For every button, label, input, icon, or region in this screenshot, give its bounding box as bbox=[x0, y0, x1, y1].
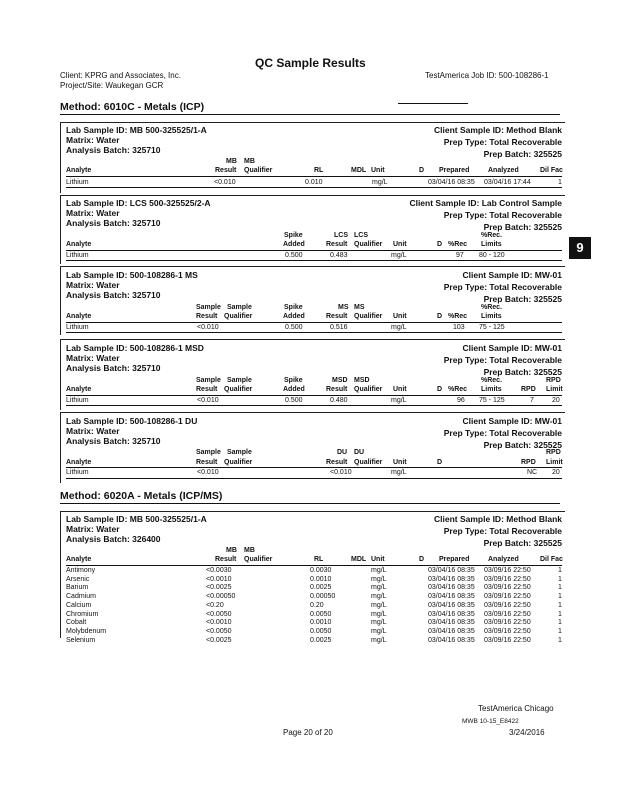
rl: 0.0050 bbox=[310, 628, 332, 635]
col-hdr: MB bbox=[244, 158, 255, 165]
analyzed: 03/09/16 22:50 bbox=[484, 628, 531, 635]
dil-fac: 1 bbox=[558, 576, 562, 583]
prepared: 03/04/16 08:35 bbox=[428, 602, 475, 609]
prep-batch: Prep Batch: 325525 bbox=[483, 538, 562, 548]
row-rule bbox=[66, 395, 562, 396]
prep-batch: Prep Batch: 325525 bbox=[483, 367, 562, 377]
col-hdr: Sample bbox=[227, 304, 252, 311]
col-hdr: MB bbox=[244, 547, 255, 554]
rl: 0.0050 bbox=[310, 611, 332, 618]
prep-batch: Prep Batch: 325525 bbox=[483, 149, 562, 159]
col-hdr: Result bbox=[196, 386, 218, 393]
col-hdr: Analyte bbox=[66, 556, 92, 563]
lab-sample-id: Lab Sample ID: 500-108286-1 MSD bbox=[66, 343, 204, 353]
col-hdr: Result bbox=[326, 386, 348, 393]
prepared: 03/04/16 08:35 bbox=[428, 584, 475, 591]
client-sample-id: Client Sample ID: MW-01 bbox=[462, 416, 562, 426]
analyzed: 03/09/16 22:50 bbox=[484, 584, 531, 591]
prep-batch: Prep Batch: 325525 bbox=[483, 294, 562, 304]
col-hdr: MDL bbox=[351, 167, 367, 174]
col-hdr: MS bbox=[354, 304, 365, 311]
col-hdr: Added bbox=[283, 241, 305, 248]
lcs-result: 0.483 bbox=[330, 252, 348, 259]
col-hdr: Qualifier bbox=[354, 386, 383, 393]
matrix: Matrix: Water bbox=[66, 426, 120, 436]
analyzed: 03/04/16 17:44 bbox=[484, 179, 531, 186]
analyte: Selenium bbox=[66, 637, 96, 644]
unit: mg/L bbox=[391, 397, 407, 404]
col-hdr: Sample bbox=[196, 377, 221, 384]
col-hdr: %Rec. bbox=[481, 304, 503, 311]
matrix: Matrix: Water bbox=[66, 208, 120, 218]
col-hdr: RL bbox=[314, 167, 324, 174]
col-hdr: MDL bbox=[351, 556, 367, 563]
dil-fac: 1 bbox=[558, 611, 562, 618]
unit: mg/L bbox=[371, 637, 387, 644]
rl: 0.0030 bbox=[310, 567, 332, 574]
dil-fac: 1 bbox=[558, 567, 562, 574]
col-hdr: Analyte bbox=[66, 167, 92, 174]
analyte: Lithium bbox=[66, 179, 89, 186]
lab-sample-id: Lab Sample ID: LCS 500-325525/2-A bbox=[66, 198, 211, 208]
analyte: Lithium bbox=[66, 324, 89, 331]
col-hdr: Result bbox=[196, 313, 218, 320]
col-hdr: Sample bbox=[196, 449, 221, 456]
col-hdr: MS bbox=[338, 304, 349, 311]
rl: 0.0025 bbox=[310, 584, 332, 591]
row-rule bbox=[66, 405, 562, 406]
row-rule bbox=[66, 260, 562, 261]
client-sample-id: Client Sample ID: MW-01 bbox=[462, 270, 562, 280]
prep-type: Prep Type: Total Recoverable bbox=[443, 526, 562, 536]
ms-result: 0.516 bbox=[330, 324, 348, 331]
col-hdr: DU bbox=[354, 449, 365, 456]
col-hdr: Sample bbox=[196, 304, 221, 311]
analyzed: 03/09/16 22:50 bbox=[484, 576, 531, 583]
result: <0.0010 bbox=[206, 576, 232, 583]
client-name: Client: KPRG and Associates, Inc. bbox=[60, 71, 181, 80]
analyzed: 03/09/16 22:50 bbox=[484, 637, 531, 644]
rl: 0.20 bbox=[310, 602, 324, 609]
col-hdr: Result bbox=[215, 556, 237, 563]
col-hdr: Result bbox=[326, 313, 348, 320]
lab-sample-id: Lab Sample ID: MB 500-325525/1-A bbox=[66, 514, 207, 524]
result: <0.010 bbox=[214, 179, 236, 186]
divider bbox=[398, 103, 468, 104]
col-hdr: Analyte bbox=[66, 241, 92, 248]
dil-fac: 1 bbox=[558, 602, 562, 609]
result: <0.0050 bbox=[206, 611, 232, 618]
prep-type: Prep Type: Total Recoverable bbox=[443, 355, 562, 365]
rl: 0.010 bbox=[305, 179, 323, 186]
rl: 0.0010 bbox=[310, 576, 332, 583]
result: <0.20 bbox=[206, 602, 224, 609]
analysis-batch: Analysis Batch: 326400 bbox=[66, 534, 161, 544]
limits: 75 - 125 bbox=[479, 324, 505, 331]
col-hdr: MSD bbox=[332, 377, 348, 384]
unit: mg/L bbox=[372, 179, 388, 186]
matrix: Matrix: Water bbox=[66, 353, 120, 363]
col-hdr: D bbox=[419, 556, 425, 563]
analyte: Cadmium bbox=[66, 593, 96, 600]
prep-type: Prep Type: Total Recoverable bbox=[443, 428, 562, 438]
col-hdr: Result bbox=[196, 459, 218, 466]
analysis-batch: Analysis Batch: 325710 bbox=[66, 290, 161, 300]
row-rule bbox=[66, 565, 562, 566]
row-rule bbox=[66, 250, 562, 251]
prepared: 03/04/16 08:35 bbox=[428, 567, 475, 574]
unit: mg/L bbox=[371, 602, 387, 609]
job-id: TestAmerica Job ID: 500-108286-1 bbox=[425, 71, 549, 80]
spike-added: 0.500 bbox=[285, 397, 303, 404]
unit: mg/L bbox=[391, 324, 407, 331]
unit: mg/L bbox=[391, 252, 407, 259]
analyte: Lithium bbox=[66, 252, 89, 259]
spike-added: 0.500 bbox=[285, 324, 303, 331]
limits: 75 - 125 bbox=[479, 397, 505, 404]
prepared: 03/04/16 08:35 bbox=[428, 593, 475, 600]
col-hdr: RPD bbox=[546, 377, 561, 384]
row-rule bbox=[66, 467, 562, 468]
matrix: Matrix: Water bbox=[66, 280, 120, 290]
col-hdr: Prepared bbox=[439, 167, 470, 174]
lab-name: TestAmerica Chicago bbox=[478, 704, 554, 713]
unit: mg/L bbox=[371, 584, 387, 591]
rpd: 7 bbox=[530, 397, 534, 404]
analyzed: 03/09/16 22:50 bbox=[484, 602, 531, 609]
method-underline bbox=[60, 114, 560, 115]
col-hdr: Qualifier bbox=[224, 313, 253, 320]
prepared: 03/04/16 08:35 bbox=[428, 637, 475, 644]
col-hdr: Spike bbox=[284, 377, 303, 384]
prep-batch: Prep Batch: 325525 bbox=[483, 440, 562, 450]
result: <0.0025 bbox=[206, 584, 232, 591]
col-hdr: Analyte bbox=[66, 459, 92, 466]
client-sample-id: Client Sample ID: MW-01 bbox=[462, 343, 562, 353]
col-hdr: Unit bbox=[371, 556, 385, 563]
prep-type: Prep Type: Total Recoverable bbox=[443, 282, 562, 292]
col-hdr: RL bbox=[314, 556, 324, 563]
project-site: Project/Site: Waukegan GCR bbox=[60, 81, 164, 90]
col-hdr: Analyzed bbox=[488, 556, 519, 563]
unit: mg/L bbox=[371, 576, 387, 583]
col-hdr: Added bbox=[283, 386, 305, 393]
analyte: Cobalt bbox=[66, 619, 87, 626]
col-hdr: Limits bbox=[481, 241, 502, 248]
row-rule bbox=[66, 322, 562, 323]
matrix: Matrix: Water bbox=[66, 524, 120, 534]
rpd-limit: 20 bbox=[552, 469, 560, 476]
col-hdr: Dil Fac bbox=[540, 167, 563, 174]
sample-result: <0.010 bbox=[197, 397, 219, 404]
page-title: QC Sample Results bbox=[255, 56, 366, 70]
prepared: 03/04/16 08:35 bbox=[428, 576, 475, 583]
sample-result: <0.010 bbox=[197, 324, 219, 331]
result: <0.00050 bbox=[206, 593, 236, 600]
lab-sample-id: Lab Sample ID: MB 500-325525/1-A bbox=[66, 125, 207, 135]
lab-sample-id: Lab Sample ID: 500-108286-1 DU bbox=[66, 416, 198, 426]
col-hdr: LCS bbox=[354, 232, 368, 239]
col-hdr: Unit bbox=[393, 386, 407, 393]
lab-sample-id: Lab Sample ID: 500-108286-1 MS bbox=[66, 270, 198, 280]
analysis-batch: Analysis Batch: 325710 bbox=[66, 363, 161, 373]
col-hdr: Unit bbox=[393, 459, 407, 466]
analysis-batch: Analysis Batch: 325710 bbox=[66, 145, 161, 155]
doc-code: MWB 10-15_E8422 bbox=[462, 718, 519, 725]
col-hdr: DU bbox=[337, 449, 348, 456]
col-hdr: %Rec bbox=[448, 386, 468, 393]
matrix: Matrix: Water bbox=[66, 135, 120, 145]
unit: mg/L bbox=[371, 619, 387, 626]
rpd-limit: 20 bbox=[552, 397, 560, 404]
dil-fac: 1 bbox=[558, 628, 562, 635]
dil-fac: 1 bbox=[558, 179, 562, 186]
col-hdr: RPD bbox=[546, 449, 561, 456]
result: <0.0025 bbox=[206, 637, 232, 644]
col-hdr: Unit bbox=[393, 241, 407, 248]
result: <0.0030 bbox=[206, 567, 232, 574]
col-hdr: D bbox=[437, 459, 443, 466]
col-hdr: Added bbox=[283, 313, 305, 320]
col-hdr: RPD bbox=[521, 386, 536, 393]
analyte: Lithium bbox=[66, 469, 89, 476]
col-hdr: MB bbox=[226, 158, 237, 165]
row-rule bbox=[66, 187, 562, 188]
rpd: NC bbox=[527, 469, 538, 476]
msd-result: 0.480 bbox=[330, 397, 348, 404]
col-hdr: Unit bbox=[393, 313, 407, 320]
method-title-icpms: Method: 6020A - Metals (ICP/MS) bbox=[60, 490, 223, 502]
col-hdr: Spike bbox=[284, 304, 303, 311]
analyte: Antimony bbox=[66, 567, 96, 574]
client-sample-id: Client Sample ID: Method Blank bbox=[434, 125, 562, 135]
col-hdr: Qualifier bbox=[354, 459, 383, 466]
client-sample-id: Client Sample ID: Lab Control Sample bbox=[409, 198, 562, 208]
prep-type: Prep Type: Total Recoverable bbox=[443, 210, 562, 220]
col-hdr: D bbox=[437, 241, 443, 248]
col-hdr: Result bbox=[326, 241, 348, 248]
analyte: Chromium bbox=[66, 611, 99, 618]
rec: 103 bbox=[453, 324, 465, 331]
row-rule bbox=[66, 332, 562, 333]
col-hdr: LCS bbox=[334, 232, 348, 239]
col-hdr: Qualifier bbox=[354, 241, 383, 248]
prepared: 03/04/16 08:35 bbox=[428, 179, 475, 186]
dil-fac: 1 bbox=[558, 619, 562, 626]
col-hdr: Dil Fac bbox=[540, 556, 563, 563]
col-hdr: D bbox=[437, 386, 443, 393]
col-hdr: D bbox=[437, 313, 443, 320]
unit: mg/L bbox=[371, 628, 387, 635]
spike-added: 0.500 bbox=[285, 252, 303, 259]
analyzed: 03/09/16 22:50 bbox=[484, 567, 531, 574]
unit: mg/L bbox=[371, 593, 387, 600]
col-hdr: Sample bbox=[227, 449, 252, 456]
sample-result: <0.010 bbox=[197, 469, 219, 476]
col-hdr: %Rec. bbox=[481, 232, 503, 239]
analysis-batch: Analysis Batch: 325710 bbox=[66, 218, 161, 228]
prepared: 03/04/16 08:35 bbox=[428, 628, 475, 635]
col-hdr: Qualifier bbox=[354, 313, 383, 320]
unit: mg/L bbox=[371, 567, 387, 574]
method-underline bbox=[60, 503, 560, 504]
rec: 96 bbox=[457, 397, 465, 404]
col-hdr: Limit bbox=[546, 386, 563, 393]
analyte: Arsenic bbox=[66, 576, 90, 583]
col-hdr: %Rec. bbox=[481, 377, 503, 384]
col-hdr: Result bbox=[326, 459, 348, 466]
method-title-icp: Method: 6010C - Metals (ICP) bbox=[60, 101, 205, 113]
analysis-batch: Analysis Batch: 325710 bbox=[66, 436, 161, 446]
row-rule bbox=[66, 176, 562, 177]
dil-fac: 1 bbox=[558, 637, 562, 644]
col-hdr: MSD bbox=[354, 377, 370, 384]
analyte: Barium bbox=[66, 584, 89, 591]
analyte: Calcium bbox=[66, 602, 92, 609]
col-hdr: Prepared bbox=[439, 556, 470, 563]
col-hdr: Limit bbox=[546, 459, 563, 466]
rl: 0.00050 bbox=[310, 593, 336, 600]
prepared: 03/04/16 08:35 bbox=[428, 619, 475, 626]
col-hdr: Analyte bbox=[66, 313, 92, 320]
analyzed: 03/09/16 22:50 bbox=[484, 611, 531, 618]
col-hdr: Limits bbox=[481, 386, 502, 393]
col-hdr: RPD bbox=[521, 459, 536, 466]
analyte: Molybdenum bbox=[66, 628, 107, 635]
col-hdr: Result bbox=[215, 167, 237, 174]
analyzed: 03/09/16 22:50 bbox=[484, 619, 531, 626]
rl: 0.0025 bbox=[310, 637, 332, 644]
prep-batch: Prep Batch: 325525 bbox=[483, 222, 562, 232]
report-date: 3/24/2016 bbox=[509, 728, 545, 737]
col-hdr: Analyte bbox=[66, 386, 92, 393]
result: <0.0010 bbox=[206, 619, 232, 626]
prep-type: Prep Type: Total Recoverable bbox=[443, 137, 562, 147]
prepared: 03/04/16 08:35 bbox=[428, 611, 475, 618]
col-hdr: Limits bbox=[481, 313, 502, 320]
col-hdr: Unit bbox=[371, 167, 385, 174]
col-hdr: Qualifier bbox=[244, 556, 273, 563]
col-hdr: %Rec bbox=[448, 313, 468, 320]
section-tab: 9 bbox=[569, 237, 591, 259]
page-number: Page 20 of 20 bbox=[283, 728, 333, 737]
rec: 97 bbox=[456, 252, 464, 259]
col-hdr: Spike bbox=[284, 232, 303, 239]
dil-fac: 1 bbox=[558, 593, 562, 600]
col-hdr: D bbox=[419, 167, 425, 174]
dil-fac: 1 bbox=[558, 584, 562, 591]
analyzed: 03/09/16 22:50 bbox=[484, 593, 531, 600]
col-hdr: %Rec bbox=[448, 241, 468, 248]
limits: 80 - 120 bbox=[479, 252, 505, 259]
rl: 0.0010 bbox=[310, 619, 332, 626]
col-hdr: Sample bbox=[227, 377, 252, 384]
col-hdr: MB bbox=[226, 547, 237, 554]
client-sample-id: Client Sample ID: Method Blank bbox=[434, 514, 562, 524]
col-hdr: Analyzed bbox=[488, 167, 519, 174]
result: <0.0050 bbox=[206, 628, 232, 635]
unit: mg/L bbox=[371, 611, 387, 618]
du-result: <0.010 bbox=[330, 469, 352, 476]
unit: mg/L bbox=[391, 469, 407, 476]
analyte: Lithium bbox=[66, 397, 89, 404]
col-hdr: Qualifier bbox=[224, 459, 253, 466]
col-hdr: Qualifier bbox=[244, 167, 273, 174]
col-hdr: Qualifier bbox=[224, 386, 253, 393]
row-rule bbox=[66, 478, 562, 479]
